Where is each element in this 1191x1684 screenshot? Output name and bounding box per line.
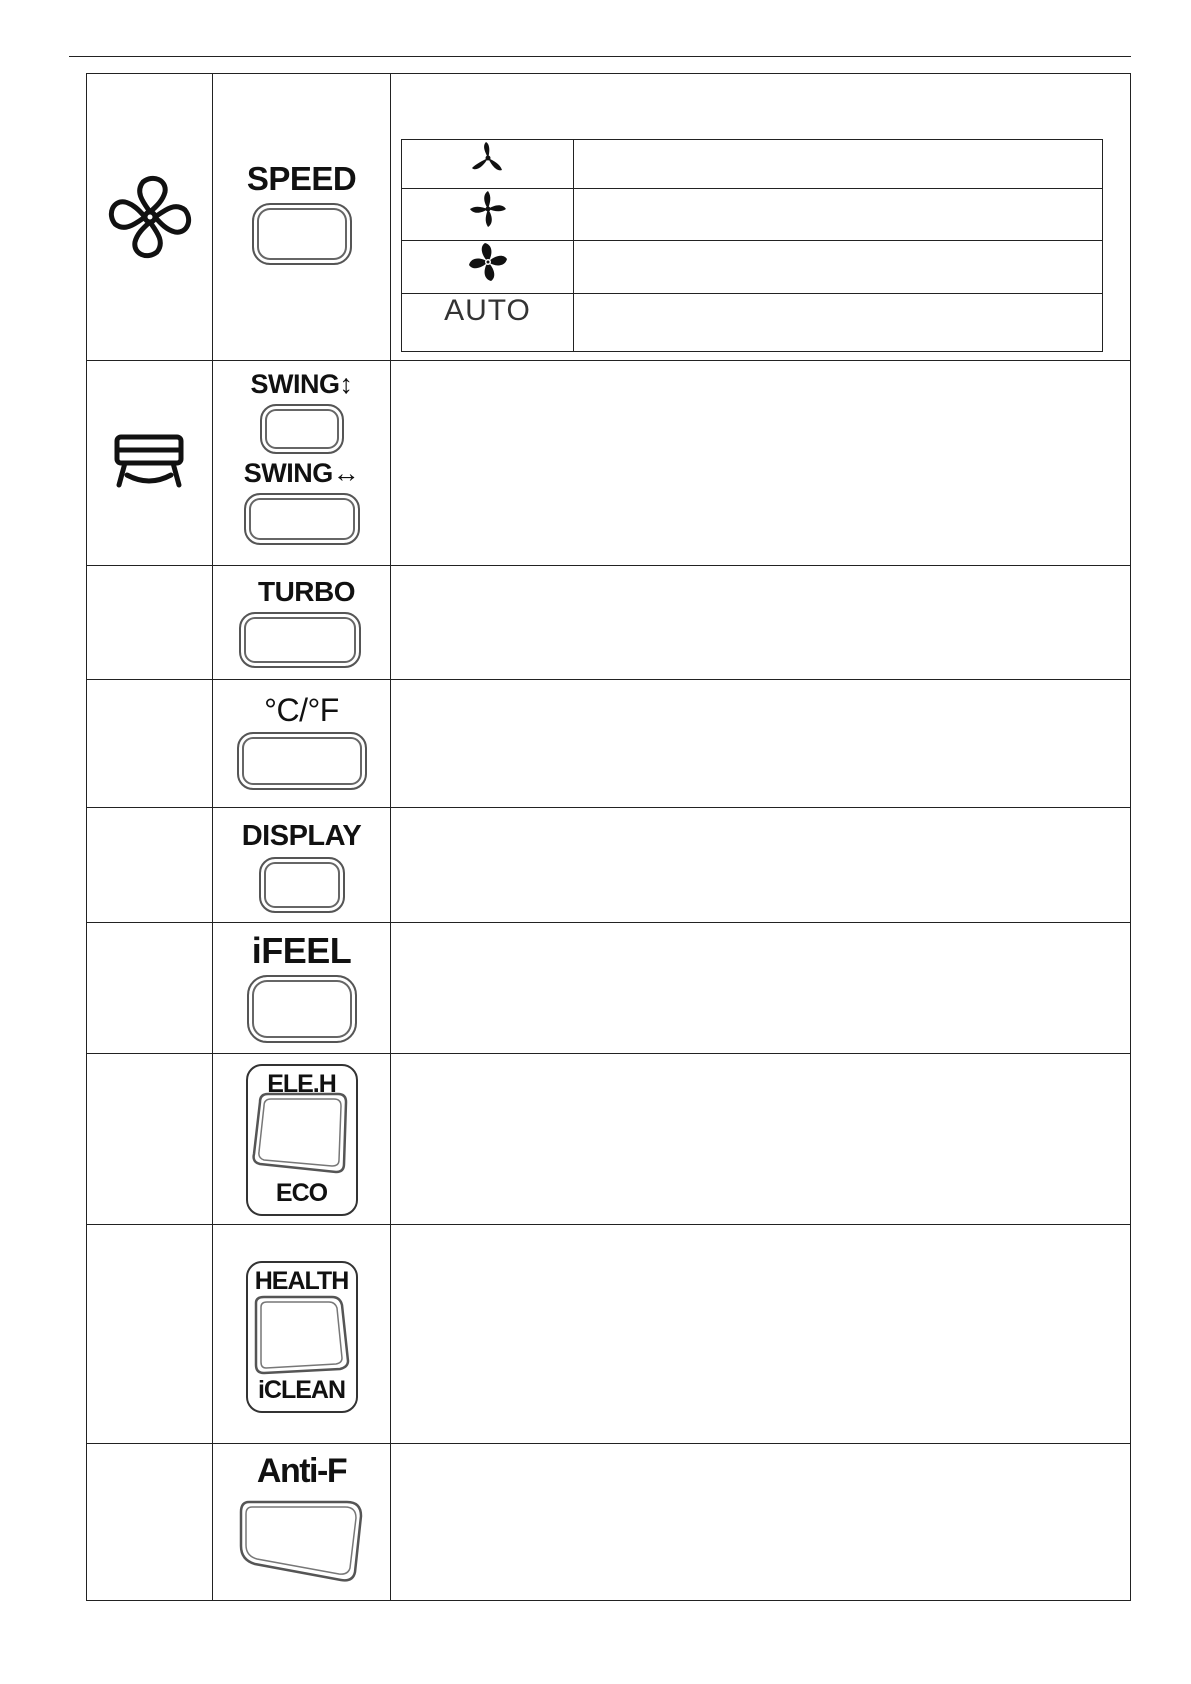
- anti-f-button-label: Anti-F: [256, 1452, 347, 1490]
- header-rule: [69, 56, 1131, 57]
- table-row: [87, 74, 1131, 361]
- speed-auto-text: [574, 294, 1103, 352]
- button-cell: [213, 74, 391, 361]
- speed-high-text: [574, 241, 1103, 294]
- swing-horizontal-label: SWING↔: [243, 458, 360, 488]
- description-cell: [391, 808, 1131, 923]
- eleh-eco-button[interactable]: [246, 1064, 358, 1216]
- speed-medium-text: [574, 189, 1103, 241]
- speed-low-text: [574, 140, 1103, 189]
- table-row: [87, 566, 1131, 680]
- speed-level-row: [402, 140, 1103, 189]
- icon-cell: [87, 1054, 213, 1225]
- icon-cell: [87, 1444, 213, 1601]
- icon-cell: [87, 74, 213, 361]
- icon-cell: [87, 566, 213, 680]
- ifeel-button[interactable]: [247, 975, 357, 1043]
- speed-level-row: [402, 189, 1103, 241]
- remote-buttons-table: [86, 73, 1131, 1601]
- button-cell: [213, 808, 391, 923]
- temperature-unit-button-label: °C/°F: [264, 692, 339, 728]
- speed-levels-table: [401, 139, 1103, 352]
- description-cell: [391, 1444, 1131, 1601]
- turbo-button-label: TURBO: [257, 576, 356, 607]
- button-cell: [213, 1444, 391, 1601]
- fan-medium-icon: [468, 189, 508, 229]
- turbo-button[interactable]: [239, 612, 361, 668]
- eco-label: ECO: [275, 1179, 328, 1207]
- speed-level-row: [402, 241, 1103, 294]
- iclean-label: iCLEAN: [257, 1376, 346, 1404]
- icon-cell: [87, 923, 213, 1054]
- button-cell: [213, 566, 391, 680]
- health-label: HEALTH: [254, 1267, 349, 1295]
- ifeel-button-label: iFEEL: [251, 930, 352, 971]
- description-cell: [391, 74, 1131, 361]
- icon-cell: [87, 361, 213, 566]
- description-cell: [391, 361, 1131, 566]
- table-row: [87, 1444, 1131, 1601]
- temperature-unit-button[interactable]: [237, 732, 367, 790]
- description-cell: [391, 566, 1131, 680]
- health-iclean-button[interactable]: [246, 1261, 358, 1413]
- table-row: [87, 923, 1131, 1054]
- speed-button[interactable]: [252, 203, 352, 265]
- table-row: [87, 1054, 1131, 1225]
- description-cell: [391, 1054, 1131, 1225]
- button-cell: [213, 1054, 391, 1225]
- display-button-label: DISPLAY: [241, 820, 362, 852]
- speed-button-label: SPEED: [246, 160, 357, 197]
- icon-cell: [87, 1225, 213, 1444]
- eleh-label: ELE.H: [267, 1070, 336, 1098]
- swing-horizontal-button[interactable]: [244, 493, 360, 545]
- icon-cell: [87, 680, 213, 808]
- button-cell: [213, 923, 391, 1054]
- fan-high-icon: [467, 241, 509, 283]
- anti-f-button[interactable]: [235, 1494, 369, 1586]
- display-button[interactable]: [259, 857, 345, 913]
- description-cell: [391, 680, 1131, 808]
- fan-icon: [105, 172, 195, 262]
- description-cell: [391, 1225, 1131, 1444]
- icon-cell: [87, 808, 213, 923]
- speed-auto-label: AUTO: [444, 294, 531, 327]
- button-cell: [213, 361, 391, 566]
- swing-vertical-label: SWING↕: [250, 369, 353, 399]
- button-cell: [213, 1225, 391, 1444]
- table-row: [87, 680, 1131, 808]
- table-row: [87, 1225, 1131, 1444]
- swing-vertical-button[interactable]: [260, 404, 344, 454]
- table-row: [87, 808, 1131, 923]
- button-cell: [213, 680, 391, 808]
- table-row: [87, 361, 1131, 566]
- speed-level-row: [402, 294, 1103, 352]
- fan-low-icon: [468, 140, 508, 176]
- description-cell: [391, 923, 1131, 1054]
- louver-swing-icon: [111, 433, 187, 493]
